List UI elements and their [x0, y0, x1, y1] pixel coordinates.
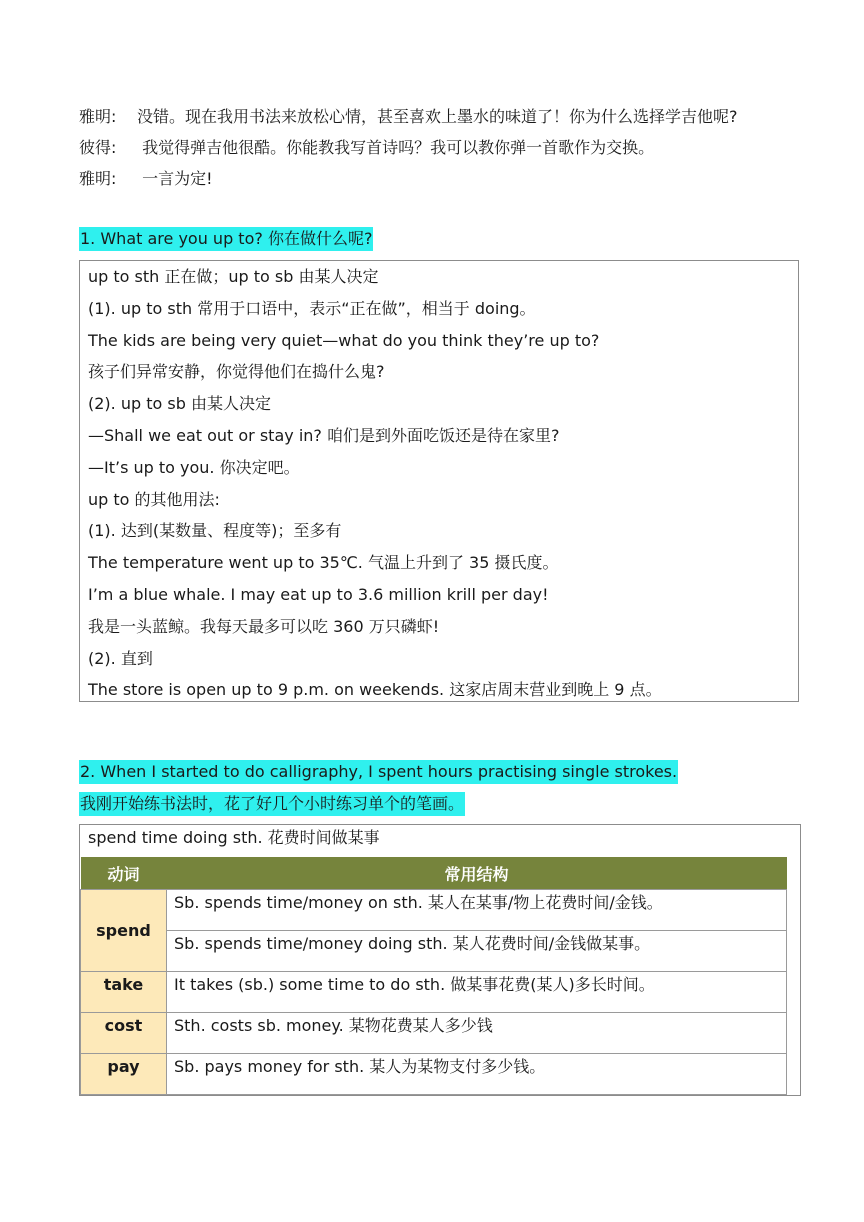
note-line: 我是一头蓝鲸。我每天最多可以吃 360 万只磷虾! — [88, 616, 440, 636]
verb-cell: pay — [81, 1054, 167, 1095]
note-line: (1). up to sth 常用于口语中，表示“正在做”，相当于 doing。 — [88, 298, 536, 318]
structure-cell: It takes (sb.) some time to do sth. 做某事花费(某人)多长时间。 — [167, 972, 787, 1013]
note-line: —Shall we eat out or stay in? 咱们是到外面吃饭还是待在家里? — [88, 425, 560, 445]
section2-heading-zh — [79, 792, 465, 816]
table-row — [81, 1054, 787, 1095]
section2-heading-en-text: 2. When I started to do calligraphy, I spent hours practising single strokes. — [79, 760, 678, 784]
dialogue-text: 没错。现在我用书法来放松心情，甚至喜欢上墨水的味道了！你为什么选择学吉他呢? — [137, 107, 738, 126]
verb-structure-table — [80, 857, 787, 1095]
note-line: The temperature went up to 35℃. 气温上升到了 35 摄氏度。 — [88, 553, 559, 573]
structure-cell: Sb. spends time/money doing sth. 某人花费时间/金钱做某事。 — [167, 931, 787, 972]
note-line: (1). 达到(某数量、程度等)；至多有 — [88, 521, 342, 541]
section2-heading-zh-text: 我刚开始练书法时，花了好几个小时练习单个的笔画。 — [79, 792, 465, 816]
section1-notes-box — [79, 260, 799, 702]
dialogue-line — [79, 132, 809, 163]
verb-cell: take — [81, 972, 167, 1013]
table-header-row — [81, 857, 787, 890]
note-line: The store is open up to 9 p.m. on weekends. 这家店周末营业到晚上 9 点。 — [88, 680, 662, 700]
speaker: 雅明: — [79, 169, 117, 188]
section2-heading-en — [79, 760, 678, 784]
table-row — [81, 931, 787, 972]
box-title: spend time doing sth. 花费时间做某事 — [88, 828, 380, 847]
section1-heading-text: 1. What are you up to? 你在做什么呢? — [79, 227, 373, 251]
note-line: (2). 直到 — [88, 648, 153, 668]
header-structure: 常用结构 — [167, 857, 787, 890]
dialogue-text: 我觉得弹吉他很酷。你能教我写首诗吗？我可以教你弹一首歌作为交换。 — [137, 138, 655, 157]
table-row — [81, 972, 787, 1013]
section1-heading — [79, 227, 373, 251]
note-line: I’m a blue whale. I may eat up to 3.6 million krill per day! — [88, 584, 549, 604]
note-line: The kids are being very quiet—what do you think they’re up to? — [88, 330, 600, 350]
note-line: —It’s up to you. 你决定吧。 — [88, 457, 300, 477]
speaker: 彼得: — [79, 138, 117, 157]
structure-cell: Sb. pays money for sth. 某人为某物支付多少钱。 — [167, 1054, 787, 1095]
note-line: up to 的其他用法: — [88, 489, 220, 509]
verb-cell: cost — [81, 1013, 167, 1054]
structure-cell: Sth. costs sb. money. 某物花费某人多少钱 — [167, 1013, 787, 1054]
dialogue-line — [79, 101, 809, 132]
dialogue-line — [79, 163, 809, 194]
note-line: up to sth 正在做；up to sb 由某人决定 — [88, 267, 379, 286]
speaker: 雅明: — [79, 107, 117, 126]
header-verb: 动词 — [81, 857, 167, 890]
table-row — [81, 1013, 787, 1054]
dialogue — [79, 101, 809, 194]
note-line: 孩子们异常安静，你觉得他们在捣什么鬼? — [88, 362, 385, 382]
structure-cell: Sb. spends time/money on sth. 某人在某事/物上花费时间/金钱。 — [167, 890, 787, 931]
note-line: (2). up to sb 由某人决定 — [88, 394, 271, 414]
table-row — [81, 890, 787, 931]
section2-box — [79, 824, 801, 1096]
verb-cell: spend — [81, 890, 167, 972]
dialogue-text: 一言为定! — [137, 169, 213, 188]
